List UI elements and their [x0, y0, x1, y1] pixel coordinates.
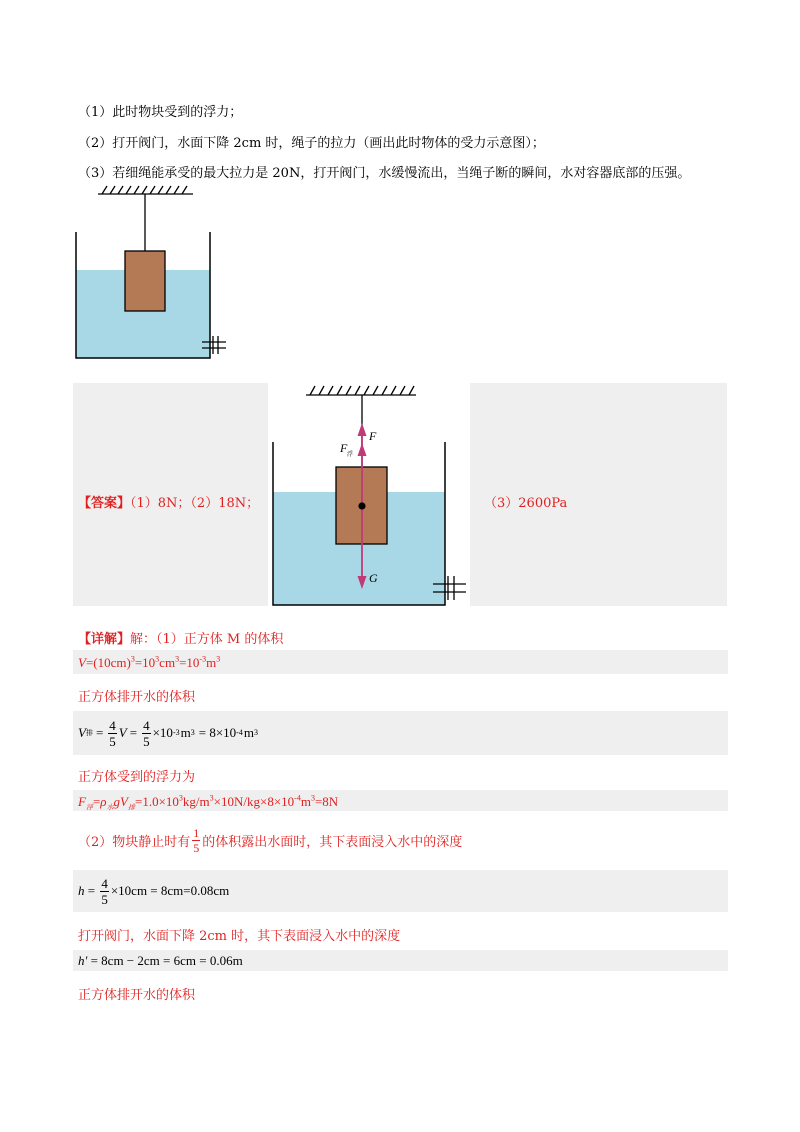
- block: [125, 251, 165, 311]
- detail-tag: 【详解】: [78, 632, 131, 647]
- answer-line: [78, 492, 259, 511]
- ceiling-hatch: [98, 186, 193, 194]
- buoyancy-title: 正方体受到的浮力为: [78, 770, 196, 785]
- volume-equation: $V=(10cm)^3=10^3cm^3=10^{-3}m^3$: [78, 654, 221, 670]
- displaced-equation: V 排 = $\frac{4}{5}$ V = $\frac{4}{5}$ ×10 -3 m 3 = 8×10 -4 m 3: [78, 717, 258, 749]
- force-diagram: [268, 380, 470, 610]
- ceiling-hatch-2: [306, 386, 416, 395]
- label-F: F: [369, 429, 377, 443]
- arrowhead-F: [358, 423, 367, 436]
- answer-part12: （1）8N；（2）18N；: [130, 496, 260, 511]
- displaced-title: 正方体排开水的体积: [78, 690, 196, 705]
- center-of-mass-dot: [358, 502, 365, 509]
- depth-equation: h = $\frac{4}{5}$ ×10cm = 8cm=0.08cm: [78, 875, 230, 907]
- question-2: （2）打开阀门，水面下降 2cm 时，绳子的拉力（画出此时物体的受力示意图）；: [78, 136, 545, 151]
- open-valve-title: 打开阀门，水面下降 2cm 时，其下表面浸入水中的深度: [78, 929, 401, 944]
- answer-tag: 【答案】: [78, 496, 131, 511]
- arrowhead-Ffu: [358, 443, 367, 456]
- question-3: （3）若细绳能承受的最大拉力是 20N，打开阀门，水缓慢流出，当绳子断的瞬间，水对容器底部的压强。: [78, 166, 691, 181]
- container-figure: [68, 180, 243, 365]
- detail-intro: [78, 628, 283, 647]
- label-Ffu: F: [340, 441, 348, 455]
- label-G: G: [369, 571, 378, 585]
- depth2-equation: h′ = 8cm − 2cm = 6cm = 0.06m: [78, 953, 243, 968]
- question-1: （1）此时物块受到的浮力；: [78, 105, 243, 120]
- label-Ffu-sub: 浮: [347, 451, 354, 458]
- buoyancy-equation: $F_浮=\rho_水gV_排=1.0\times 10^3kg/m^3\times 10N/kg\times 8\times 10^{-4}m^3=8N$: [78, 793, 339, 812]
- part2-line: （2）物块静止时有 $\frac{1}{5}$ 的体积露出水面时，其下表面浸入水中的深度: [78, 825, 463, 855]
- detail-intro-text: 解：（1）正方体 M 的体积: [130, 632, 284, 647]
- displaced2-title: 正方体排开水的体积: [78, 988, 196, 1003]
- answer-part3: （3）2600Pa: [484, 496, 568, 511]
